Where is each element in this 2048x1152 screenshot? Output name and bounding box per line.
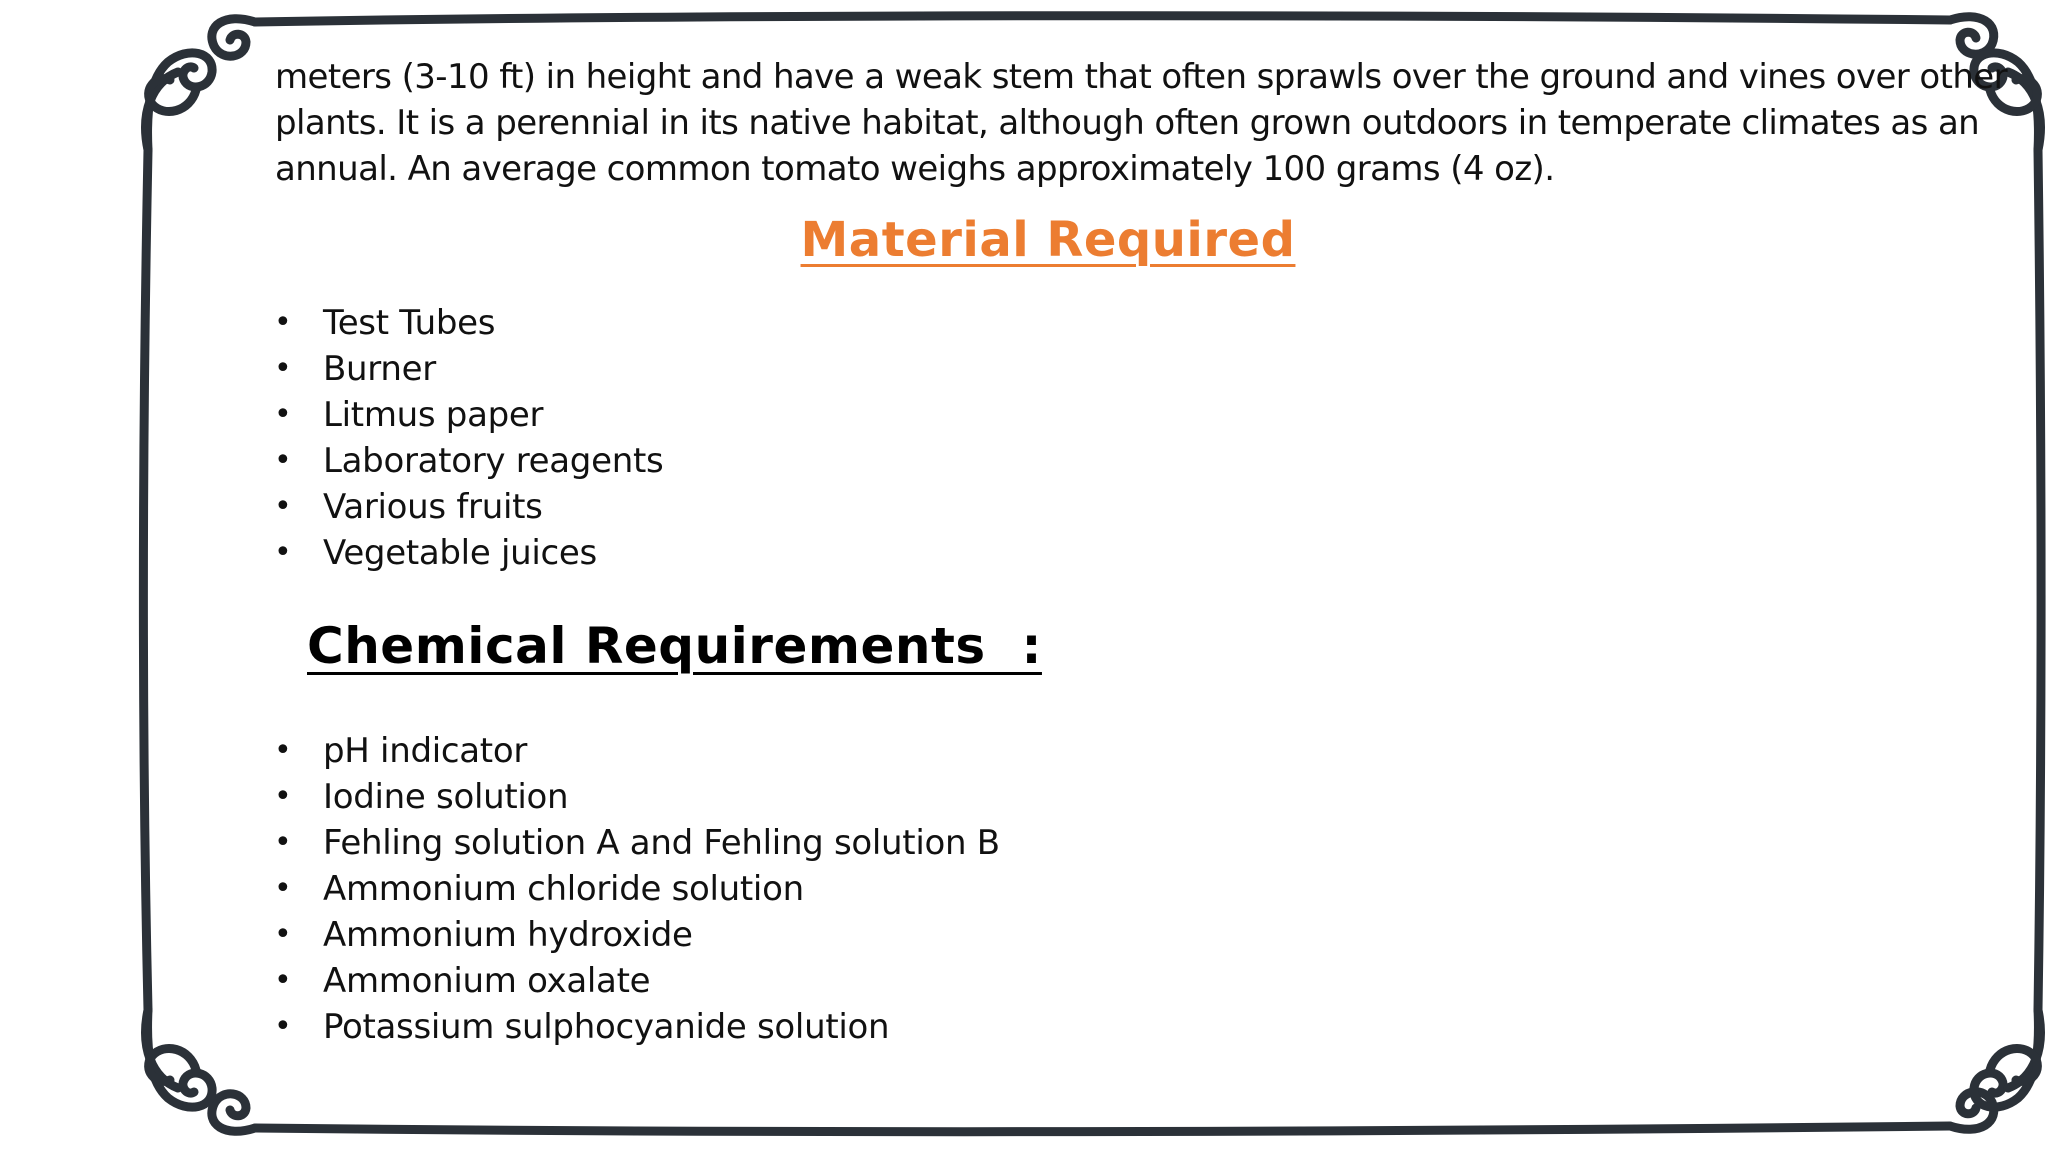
chemical-requirements-heading: Chemical Requirements : [307,617,1042,675]
list-item-text: pH indicator [323,731,528,771]
chemicals-list [272,728,1000,1050]
list-item-text: Vegetable juices [323,533,597,573]
bullet-icon: • [274,963,292,998]
materials-list [272,300,663,576]
list-item [272,820,1000,866]
list-item [272,1004,1000,1050]
list-item-text: Litmus paper [323,395,544,435]
list-item [272,866,1000,912]
material-required-heading: Material Required [800,212,1296,268]
bullet-icon: • [274,351,292,386]
list-item [272,530,663,576]
bullet-icon: • [274,443,292,478]
intro-paragraph [275,54,2007,192]
list-item [272,438,663,484]
list-item [272,484,663,530]
bullet-icon: • [274,825,292,860]
list-item-text: Fehling solution A and Fehling solution B [323,823,1000,863]
list-item-text: Ammonium hydroxide [323,915,693,955]
bullet-icon: • [274,871,292,906]
intro-line: meters (3-10 ft) in height and have a weak stem that often sprawls over the ground and vines over other [275,57,2007,97]
list-item-text: Various fruits [323,487,543,527]
list-item-text: Ammonium chloride solution [323,869,804,909]
list-item [272,728,1000,774]
bullet-icon: • [274,733,292,768]
intro-line: annual. An average common tomato weighs approximately 100 grams (4 oz). [275,149,1555,189]
intro-line: plants. It is a perennial in its native habitat, although often grown outdoors in temperate climates as an [275,103,1980,143]
list-item [272,392,663,438]
list-item [272,912,1000,958]
list-item [272,346,663,392]
list-item [272,300,663,346]
bullet-icon: • [274,305,292,340]
bullet-icon: • [274,917,292,952]
list-item-text: Potassium sulphocyanide solution [323,1007,890,1047]
list-item-text: Test Tubes [323,303,496,343]
bullet-icon: • [274,397,292,432]
bullet-icon: • [274,535,292,570]
list-item-text: Iodine solution [323,777,569,817]
list-item [272,774,1000,820]
bullet-icon: • [274,489,292,524]
bullet-icon: • [274,1009,292,1044]
list-item-text: Burner [323,349,436,389]
list-item [272,958,1000,1004]
list-item-text: Laboratory reagents [323,441,664,481]
bullet-icon: • [274,779,292,814]
list-item-text: Ammonium oxalate [323,961,651,1001]
